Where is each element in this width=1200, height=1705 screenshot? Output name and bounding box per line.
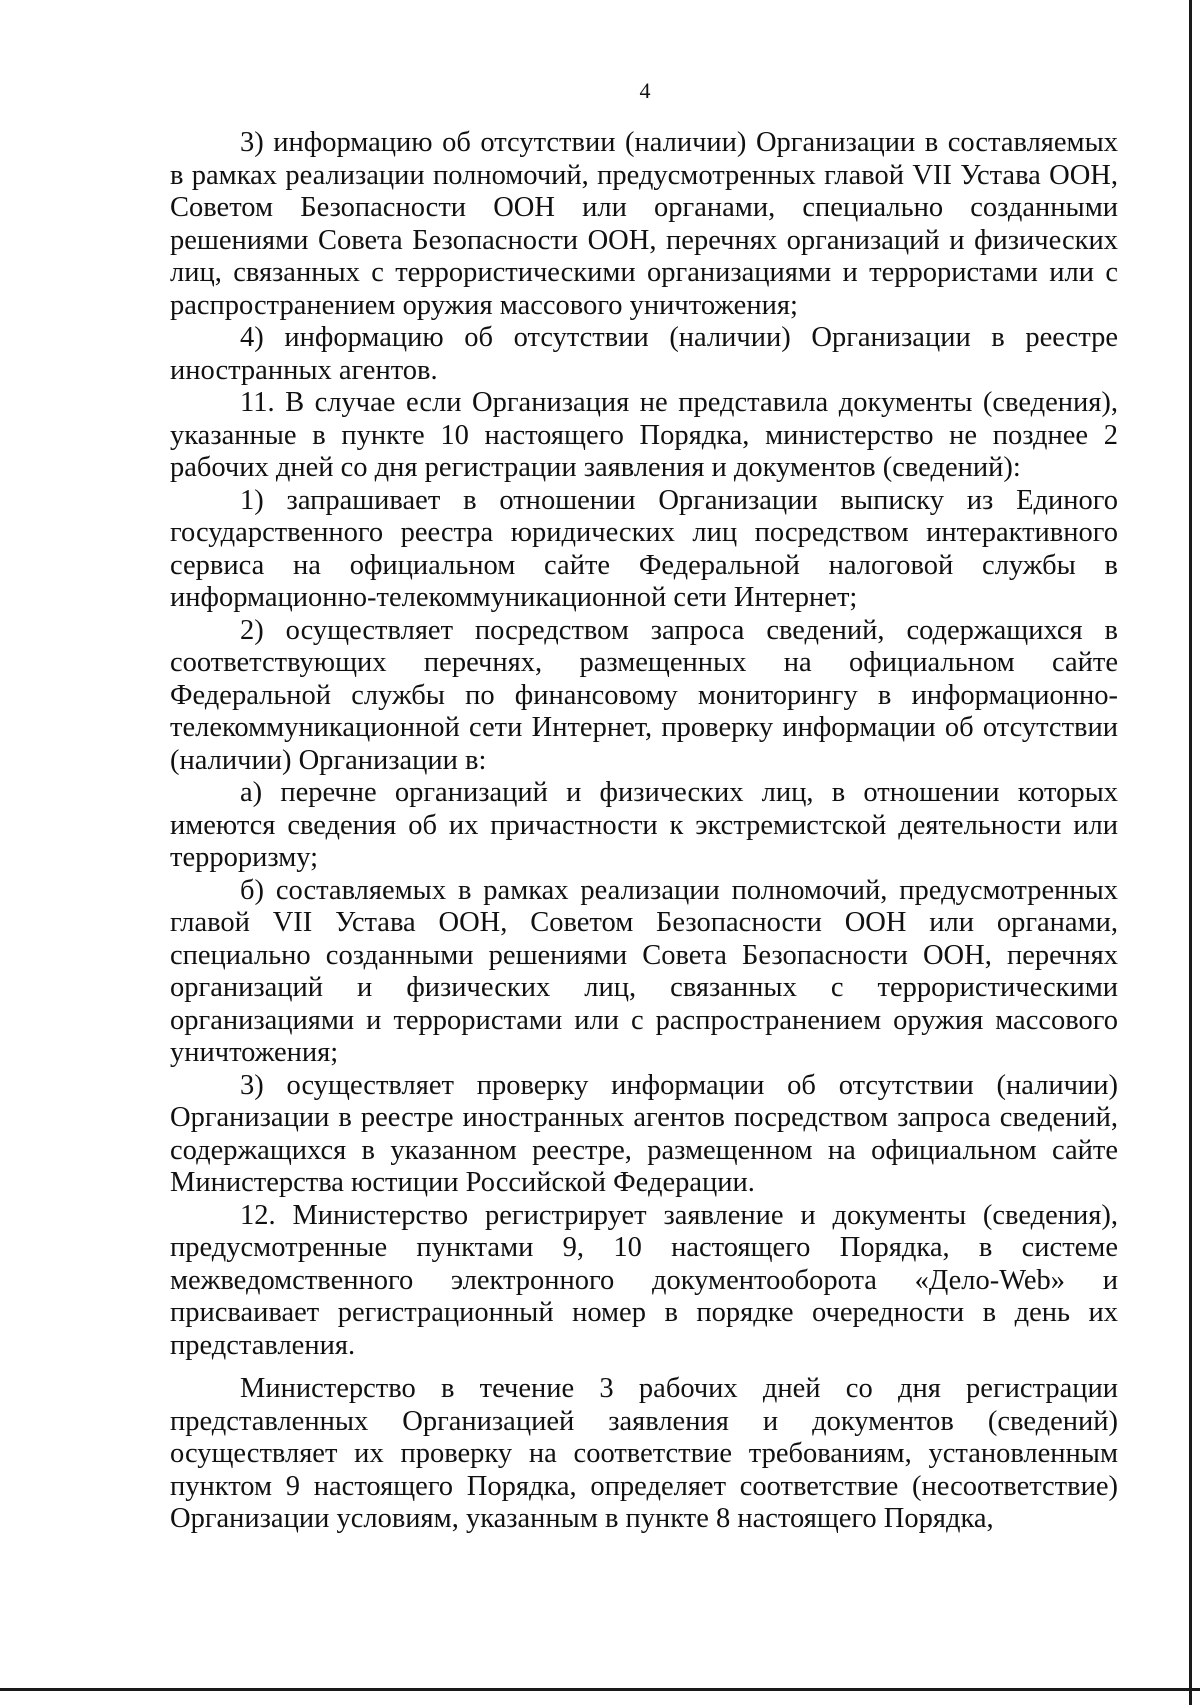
scan-edge-right — [1189, 0, 1192, 1705]
paragraph-12-review: Министерство в течение 3 рабочих дней со дня регистрации представленных Организацией заявления и документов (сведений) осуществляет их проверку на соответствие требованиям, установленным пунктом 9 настоящего Порядка, определяет соответствие (несоответствие) Организации условиям, указанным в пункте 8 настоящего Порядка, — [170, 1373, 1118, 1534]
paragraph-11-1-egrul: 1) запрашивает в отношении Организации выписку из Единого государственного реестра юридических лиц посредством интерактивного сервиса на официальном сайте Федеральной налоговой службы в информационно-телекоммуникационной сети Интернет; — [170, 484, 1118, 613]
paragraph-4-foreign-agents: 4) информацию об отсутствии (наличии) Организации в реестре иностранных агентов. — [170, 322, 1118, 386]
paragraph-11-2-a-extremism-list: а) перечне организаций и физических лиц, в отношении которых имеются сведения об их причастности к экстремистской деятельности или терроризму; — [170, 777, 1118, 873]
paragraph-11-2-b-un-lists: б) составляемых в рамках реализации полномочий, предусмотренных главой VII Устава ООН, Советом Безопасности ООН или органами, специально созданными решениями Совета Безопасности ООН, перечнях организаций и физических лиц, связанных с террористическими организациями и террористами или с распространением оружия массового уничтожения; — [170, 874, 1118, 1068]
paragraph-11-2-rosfinmonitoring: 2) осуществляет посредством запроса сведений, содержащихся в соответствующих перечнях, размещенных на официальном сайте Федеральной службы по финансовому мониторингу в информационно-телекоммуникационной сети Интернет, проверку информации об отсутствии (наличии) Организации в: — [170, 614, 1118, 776]
paragraph-3-un-lists: 3) информацию об отсутствии (наличии) Организации в составляемых в рамках реализации полномочий, предусмотренных главой VII Устава ООН, Советом Безопасности ООН или органами, специально созданными решениями Совета Безопасности ООН, перечнях организаций и физических лиц, связанных с террористическими организациями и террористами или с распространением оружия массового уничтожения; — [170, 127, 1118, 321]
page-number: 4 — [639, 78, 651, 103]
paragraph-11: 11. В случае если Организация не представила документы (сведения), указанные в пункте 10 настоящего Порядка, министерство не позднее 2 рабочих дней со дня регистрации заявления и документов (сведений): — [170, 387, 1118, 483]
paragraph-11-3-minjust-registry: 3) осуществляет проверку информации об отсутствии (наличии) Организации в реестре иностранных агентов посредством запроса сведений, содержащихся в указанном реестре, размещенном на официальном сайте Министерства юстиции Российской Федерации. — [170, 1069, 1118, 1198]
scan-edge-bottom — [0, 1688, 1200, 1691]
document-body — [170, 127, 1118, 1536]
paragraph-12: 12. Министерство регистрирует заявление и документы (сведения), предусмотренные пунктами 9, 10 настоящего Порядка, в системе межведомственного электронного документооборота «Дело-Web» и присваивает регистрационный номер в порядке очередности в день их представления. — [170, 1199, 1118, 1361]
